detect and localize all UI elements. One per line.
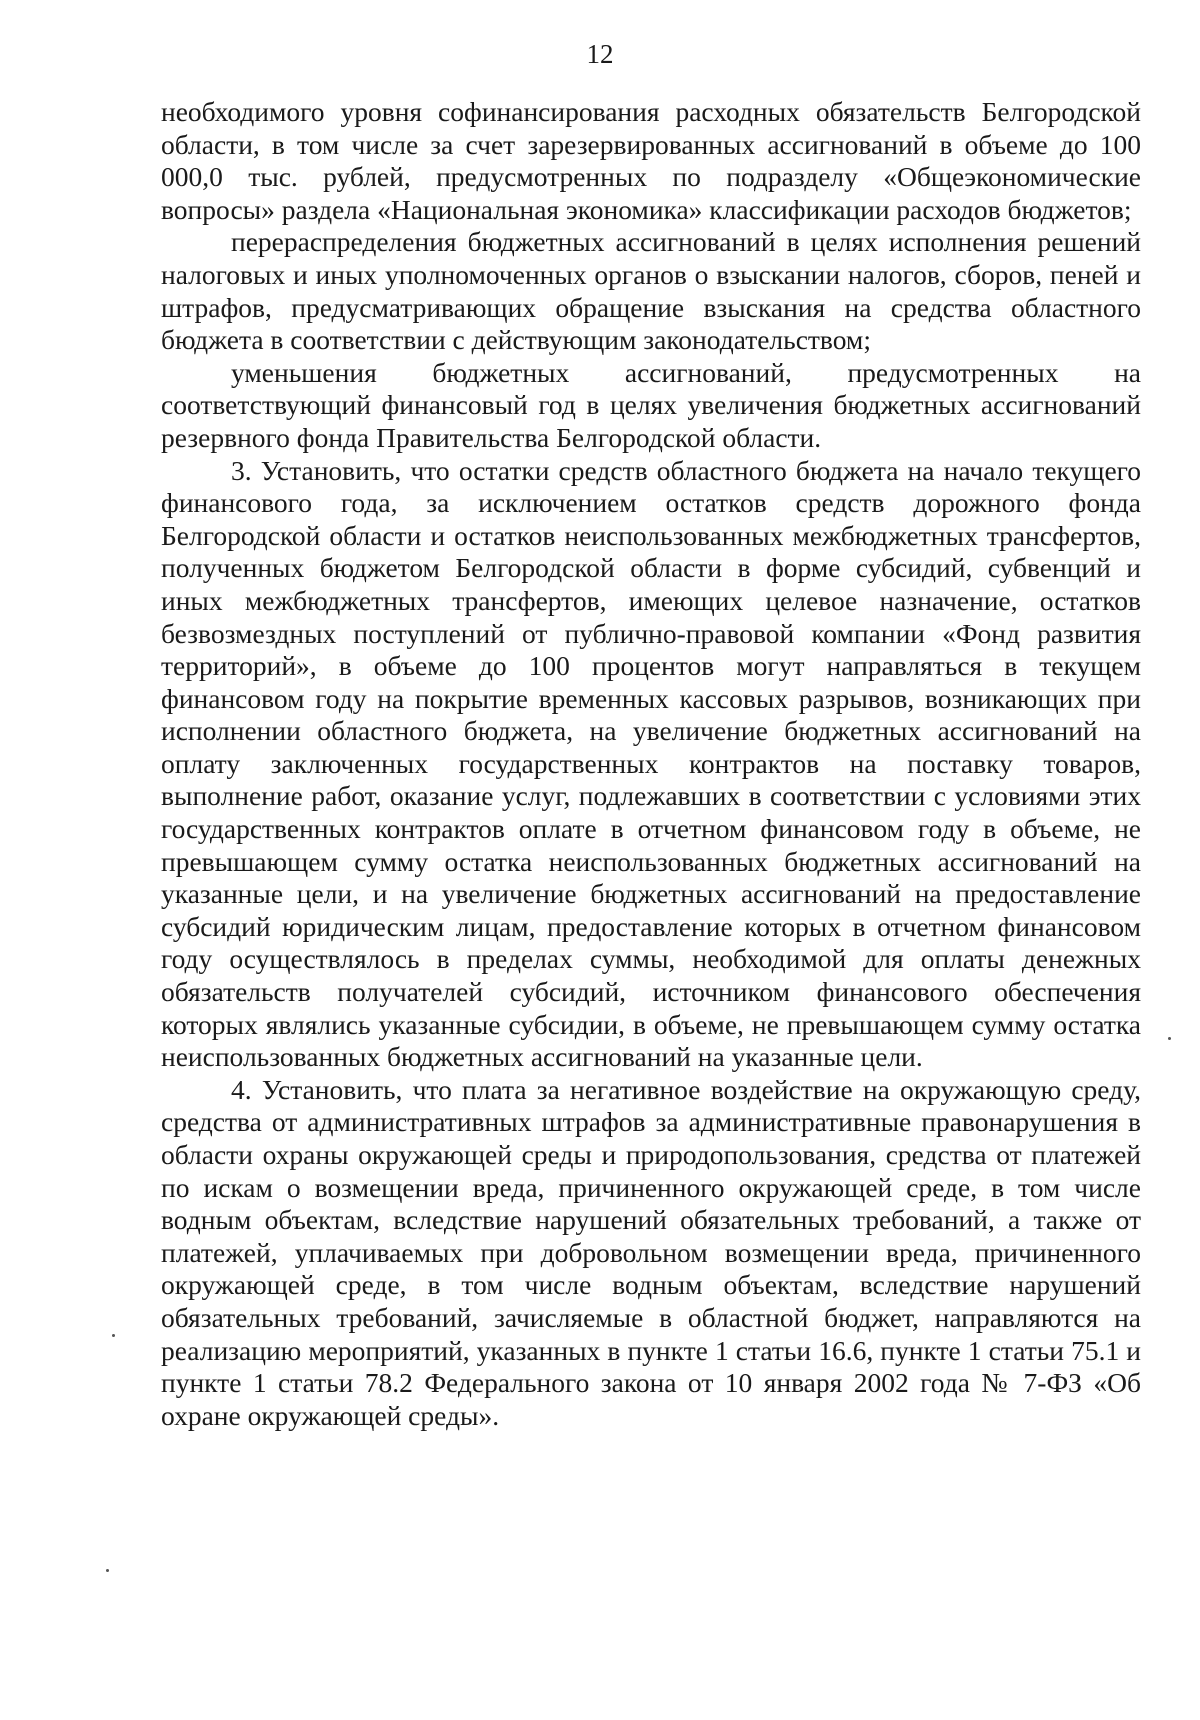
paragraph-reduction-reserve-fund: уменьшения бюджетных ассигнований, предусмотренных на соответствующий финансовый год в целях увеличения бюджетных ассигнований резервного фонда Правительства Белгородской области. <box>161 356 1141 453</box>
paragraph-item-3-budget-balances: 3. Установить, что остатки средств областного бюджета на начало текущего финансового года, за исключением остатков средств дорожного фонда Белгородской области и остатков неиспользованных межбюджетных трансфертов, полученных бюджетом Белгородской области в форме субсидий, субвенций и иных межбюджетных трансфертов, имеющих целевое назначение, остатков безвозмездных поступлений от публично-правовой компании «Фонд развития территорий», в объеме до 100 процентов могут направляться в текущем финансовом году на покрытие временных кассовых разрывов, возникающих при исполнении областного бюджета, на увеличение бюджетных ассигнований на оплату заключенных государственных контрактов на поставку товаров, выполнение работ, оказание услуг, подлежавших в соответствии с условиями этих государственных контрактов оплате в отчетном финансовом году в объеме, не превышающем сумму остатка неиспользованных бюджетных ассигнований на указанные цели, и на увеличение бюджетных ассигнований на предоставление субсидий юридическим лицам, предоставление которых в отчетном финансовом году осуществлялось в пределах суммы, необходимой для оплаты денежных обязательств получателей субсидий, источником финансового обеспечения которых являлись указанные субсидии, в объеме, не превышающем сумму остатка неиспользованных бюджетных ассигнований на указанные цели. <box>161 454 1141 1073</box>
page-number: 12 <box>586 39 614 69</box>
scan-speck <box>106 1569 109 1572</box>
paragraph-reallocation-tax-decisions: перераспределения бюджетных ассигнований в целях исполнения решений налоговых и иных уполномоченных органов о взыскании налогов, сборов, пеней и штрафов, предусматривающих обращение взыскания на средства областного бюджета в соответствии с действующим законодательством; <box>161 226 1141 356</box>
document-body <box>161 96 1141 1432</box>
scan-speck <box>112 1334 115 1337</box>
scan-speck <box>1168 1037 1171 1040</box>
paragraph-item-4-environmental-fees: 4. Установить, что плата за негативное воздействие на окружающую среду, средства от административных штрафов за административные правонарушения в области охраны окружающей среды и природопользования, средства от платежей по искам о возмещении вреда, причиненного окружающей среде, в том числе водным объектам, вследствие нарушений обязательных требований, а также от платежей, уплачиваемых при добровольном возмещении вреда, причиненного окружающей среде, в том числе водным объектам, вследствие нарушений обязательных требований, зачисляемые в областной бюджет, направляются на реализацию мероприятий, указанных в пункте 1 статьи 16.6, пункте 1 статьи 75.1 и пункте 1 статьи 78.2 Федерального закона от 10 января 2002 года № 7-ФЗ «Об охране окружающей среды». <box>161 1073 1141 1431</box>
paragraph-cofinancing-continuation: необходимого уровня софинансирования расходных обязательств Белгородской области, в том числе за счет зарезервированных ассигнований в объеме до 100 000,0 тыс. рублей, предусмотренных по подразделу «Общеэкономические вопросы» раздела «Национальная экономика» классификации расходов бюджетов; <box>161 96 1141 225</box>
